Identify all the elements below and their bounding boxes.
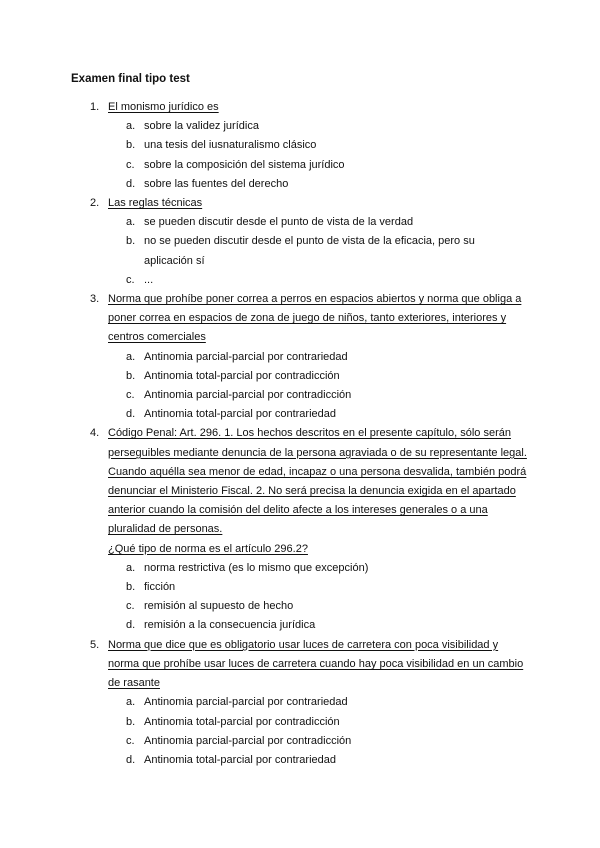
option-list	[0, 348, 600, 425]
option-text: norma restrictiva (es lo mismo que excepción)	[144, 561, 369, 574]
option-item	[0, 386, 600, 405]
option-item	[0, 732, 600, 751]
option-item	[0, 117, 600, 136]
option-text: Antinomia total-parcial por contrariedad	[144, 408, 336, 421]
option-list	[0, 693, 600, 770]
option-letter: d.	[126, 619, 136, 632]
question-number: 4.	[90, 427, 100, 440]
option-letter: b.	[126, 235, 136, 248]
option-letter: a.	[126, 696, 136, 709]
option-letter: c.	[126, 600, 135, 613]
option-text: se pueden discutir desde el punto de vista de la verdad	[144, 216, 414, 229]
option-text: Antinomia total-parcial por contradicción	[144, 715, 340, 728]
option-text: una tesis del iusnaturalismo clásico	[144, 139, 317, 152]
option-item	[0, 693, 600, 712]
question-text: Código Penal: Art. 296. 1. Los hechos descritos en el presente capítulo, sólo serán perseguibles mediante denuncia de la persona agraviada o de su representante legal. Cuando aquélla sea menor de edad, incapaz o una persona desvalida, también podrá denunciar el Ministerio Fiscal. 2. No será precisa la denuncia exigida en el apartado anterior cuando la comisión del delito afecte a los intereses generales o a una pluralidad de personas.	[108, 427, 527, 536]
option-list	[0, 117, 600, 194]
option-letter: a.	[126, 120, 136, 133]
question-text: Norma que prohíbe poner correa a perros en espacios abiertos y norma que obliga a poner correa en espacios de zona de juego de niños, tanto exteriores, interiores y centros comerciales	[108, 293, 522, 344]
option-letter: d.	[126, 408, 136, 421]
option-text: sobre las fuentes del derecho	[144, 177, 289, 190]
option-item	[0, 578, 600, 597]
option-text: remisión a la consecuencia jurídica	[144, 619, 316, 632]
option-item	[0, 405, 600, 424]
question-text: Norma que dice que es obligatorio usar luces de carretera con poca visibilidad y norma que prohíbe usar luces de carretera cuando hay poca visibilidad en un cambio de rasante	[108, 638, 524, 690]
option-item	[0, 713, 600, 732]
option-item	[0, 348, 600, 367]
option-letter: c.	[126, 158, 135, 171]
option-item	[0, 367, 600, 386]
option-item	[0, 751, 600, 770]
option-letter: c.	[126, 389, 135, 402]
question-5	[0, 636, 600, 770]
option-letter: d.	[126, 753, 136, 766]
question-1	[0, 98, 600, 194]
option-text: no se pueden discutir desde el punto de vista de la eficacia, pero su aplicación sí	[144, 235, 475, 267]
question-number: 5.	[90, 638, 100, 651]
option-text: ...	[144, 273, 154, 286]
question-text: El monismo jurídico es	[108, 101, 219, 113]
option-letter: b.	[126, 581, 136, 594]
option-list	[0, 559, 600, 636]
option-letter: a.	[126, 561, 136, 574]
option-item	[0, 559, 600, 578]
question-number: 3.	[90, 293, 100, 306]
option-text: Antinomia parcial-parcial por contradicción	[144, 389, 352, 402]
question-number: 2.	[90, 197, 100, 210]
option-text: sobre la validez jurídica	[144, 120, 259, 133]
option-letter: c.	[126, 734, 135, 747]
question-3	[0, 290, 600, 424]
option-letter: a.	[126, 350, 136, 363]
question-text: Las reglas técnicas	[108, 197, 203, 210]
option-letter: c.	[126, 273, 135, 286]
option-item	[0, 156, 600, 175]
question-4	[0, 424, 600, 635]
option-item	[0, 271, 600, 290]
option-text: Antinomia total-parcial por contrariedad	[144, 753, 336, 766]
option-text: Antinomia parcial-parcial por contradicción	[144, 734, 352, 747]
option-letter: b.	[126, 139, 136, 152]
option-letter: b.	[126, 715, 136, 728]
option-item	[0, 175, 600, 194]
question-number: 1.	[90, 101, 100, 113]
option-list	[0, 213, 600, 290]
question-subtext: ¿Qué tipo de norma es el artículo 296.2?	[108, 542, 308, 555]
option-text: remisión al supuesto de hecho	[144, 600, 294, 613]
question-list	[0, 98, 600, 770]
option-item	[0, 213, 600, 232]
question-2	[0, 194, 600, 290]
option-item	[0, 597, 600, 616]
option-text: ficción	[144, 581, 176, 594]
option-item	[0, 136, 600, 155]
option-text: sobre la composición del sistema jurídico	[144, 158, 345, 171]
option-item	[0, 616, 600, 635]
option-letter: a.	[126, 216, 136, 229]
option-text: Antinomia parcial-parcial por contrariedad	[144, 350, 348, 363]
option-item	[0, 232, 600, 270]
option-letter: d.	[126, 177, 136, 190]
option-letter: b.	[126, 369, 136, 382]
option-text: Antinomia parcial-parcial por contrariedad	[144, 696, 348, 709]
exam-title: Examen final tipo test	[71, 73, 190, 85]
option-text: Antinomia total-parcial por contradicción	[144, 369, 340, 382]
